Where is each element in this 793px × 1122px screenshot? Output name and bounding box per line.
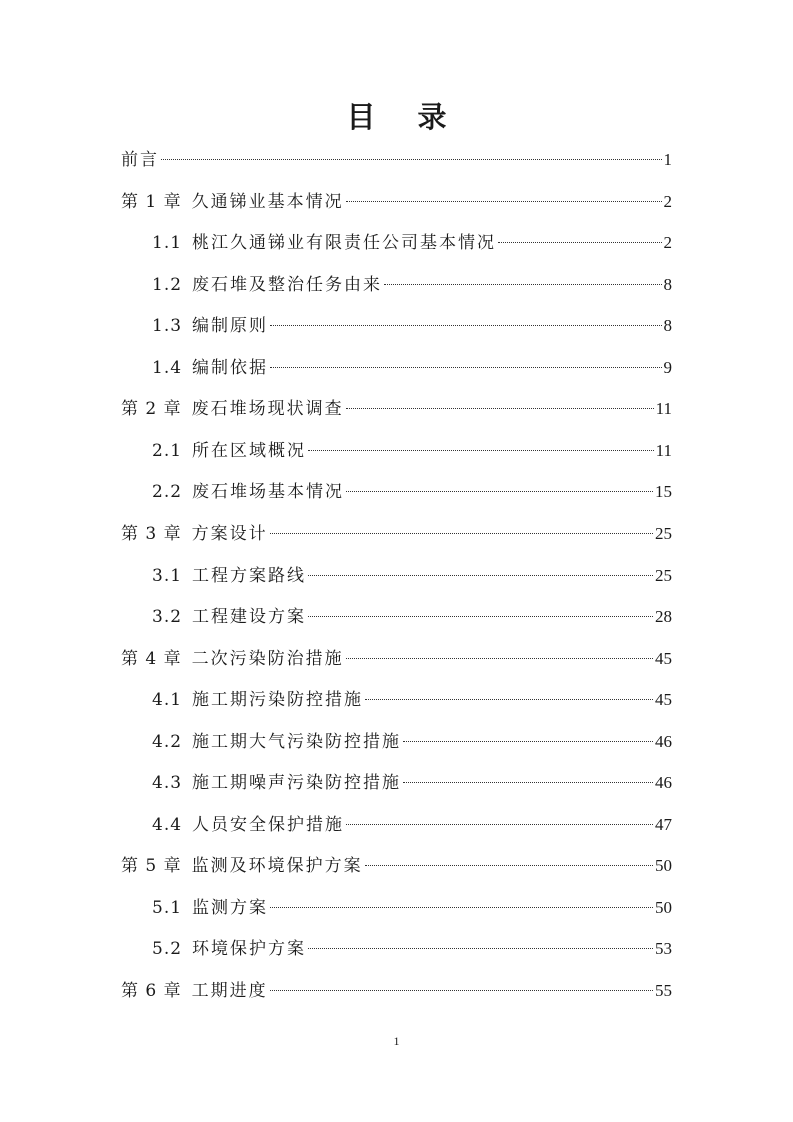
toc-entry[interactable]: [121, 647, 672, 671]
toc-entry-label: 编制依据: [192, 358, 269, 378]
toc-page-number: 2: [663, 192, 672, 211]
toc-section-number: 3.2: [152, 607, 183, 627]
toc-chapter-number: 第 5 章: [121, 856, 182, 876]
toc-dot-leader: [270, 989, 653, 991]
toc-entry-label: 施工期大气污染防控措施: [192, 732, 402, 752]
toc-entry-label: 环境保护方案: [192, 939, 307, 959]
toc-dot-leader: [308, 947, 653, 949]
toc-section-number: 5.2: [152, 939, 183, 959]
toc-page-number: 46: [655, 732, 672, 751]
toc-entry-label: 方案设计: [191, 524, 268, 544]
toc-dot-leader: [365, 698, 653, 700]
toc-section-number: 1.4: [152, 358, 183, 378]
toc-section-number: 1.2: [152, 275, 183, 295]
toc-section-number: 4.2: [152, 732, 183, 752]
toc-dot-leader: [161, 158, 662, 160]
toc-entry[interactable]: [121, 397, 672, 421]
toc-entry[interactable]: [121, 148, 672, 172]
toc-dot-leader: [346, 407, 654, 409]
toc-dot-leader: [270, 906, 653, 908]
toc-dot-leader: [270, 532, 653, 534]
toc-entry-label: 前言: [121, 150, 159, 170]
toc-dot-leader: [365, 864, 653, 866]
toc-section-number: 2.1: [152, 441, 183, 461]
toc-entry-label: 施工期噪声污染防控措施: [192, 773, 402, 793]
toc-entry-label: 桃江久通锑业有限责任公司基本情况: [192, 233, 497, 253]
toc-section-number: 2.2: [152, 482, 183, 502]
toc-entry[interactable]: [121, 522, 672, 546]
toc-entry-label: 二次污染防治措施: [191, 649, 344, 669]
toc-section-number: 5.1: [152, 898, 183, 918]
toc-entry-label: 工程建设方案: [192, 607, 307, 627]
toc-dot-leader: [346, 200, 662, 202]
toc-entry[interactable]: [121, 190, 672, 214]
toc-dot-leader: [308, 449, 654, 451]
toc-page-number: 11: [655, 399, 672, 418]
toc-page-number: 11: [655, 441, 672, 460]
toc-page-number: 9: [663, 358, 672, 377]
toc-dot-leader: [308, 574, 653, 576]
toc-section-number: 4.3: [152, 773, 183, 793]
toc-entry[interactable]: [152, 439, 672, 463]
toc-entry-label: 久通锑业基本情况: [191, 192, 344, 212]
toc-entry[interactable]: [152, 688, 672, 712]
toc-chapter-number: 第 1 章: [121, 192, 182, 212]
toc-entry[interactable]: [152, 896, 672, 920]
toc-section-number: 1.1: [152, 233, 183, 253]
toc-dot-leader: [346, 490, 653, 492]
toc-page-number: 55: [655, 981, 672, 1000]
toc-entry-label: 编制原则: [192, 316, 269, 336]
page-title: 目 录: [346, 100, 463, 134]
toc-entry[interactable]: [152, 231, 672, 255]
toc-entry[interactable]: [121, 979, 672, 1003]
toc-entry[interactable]: [152, 480, 672, 504]
toc-entry[interactable]: [152, 314, 672, 338]
toc-page-number: 50: [655, 898, 672, 917]
toc-dot-leader: [346, 657, 653, 659]
toc-entry[interactable]: [152, 564, 672, 588]
toc-section-number: 4.4: [152, 815, 183, 835]
toc-entry-label: 监测及环境保护方案: [191, 856, 363, 876]
toc-entry-label: 工程方案路线: [192, 566, 307, 586]
toc-section-number: 1.3: [152, 316, 183, 336]
toc-page-number: 1: [663, 150, 672, 169]
footer-page-number: 1: [393, 1034, 400, 1048]
toc-page-number: 46: [655, 773, 672, 792]
toc-entry[interactable]: [121, 854, 672, 878]
toc-entry[interactable]: [152, 356, 672, 380]
toc-entry[interactable]: [152, 771, 672, 795]
toc-section-number: 3.1: [152, 566, 183, 586]
toc-chapter-number: 第 4 章: [121, 649, 182, 669]
toc-dot-leader: [270, 324, 661, 326]
toc-entry[interactable]: [152, 937, 672, 961]
toc-entry-label: 施工期污染防控措施: [192, 690, 364, 710]
toc-page-number: 2: [663, 233, 672, 252]
toc-page-number: 25: [655, 524, 672, 543]
toc-dot-leader: [270, 366, 661, 368]
toc-entry-label: 废石堆场基本情况: [192, 482, 345, 502]
toc-dot-leader: [308, 615, 653, 617]
toc-page-number: 50: [655, 856, 672, 875]
toc-entry-label: 废石堆场现状调查: [191, 399, 344, 419]
toc-page-number: 15: [655, 482, 672, 501]
toc-dot-leader: [384, 283, 661, 285]
toc-page-number: 8: [663, 316, 672, 335]
toc-dot-leader: [346, 823, 653, 825]
toc-entry-label: 工期进度: [191, 981, 268, 1001]
toc-page-number: 25: [655, 566, 672, 585]
toc-entry-label: 人员安全保护措施: [192, 815, 345, 835]
toc-dot-leader: [403, 781, 653, 783]
toc-entry-label: 所在区域概况: [192, 441, 307, 461]
toc-chapter-number: 第 3 章: [121, 524, 182, 544]
toc-entry-label: 废石堆及整治任务由来: [192, 275, 383, 295]
toc-chapter-number: 第 2 章: [121, 399, 182, 419]
toc-page-number: 47: [655, 815, 672, 834]
toc-page-number: 45: [655, 690, 672, 709]
toc-entry[interactable]: [152, 813, 672, 837]
toc-page-number: 45: [655, 649, 672, 668]
toc-entry[interactable]: [152, 273, 672, 297]
toc-page-number: 8: [663, 275, 672, 294]
toc-dot-leader: [403, 740, 653, 742]
toc-page-number: 28: [655, 607, 672, 626]
toc-section-number: 4.1: [152, 690, 183, 710]
toc-page-number: 53: [655, 939, 672, 958]
toc-entry[interactable]: [152, 730, 672, 754]
toc-entry-label: 监测方案: [192, 898, 269, 918]
toc-chapter-number: 第 6 章: [121, 981, 182, 1001]
toc-entry[interactable]: [152, 605, 672, 629]
toc-dot-leader: [498, 241, 661, 243]
